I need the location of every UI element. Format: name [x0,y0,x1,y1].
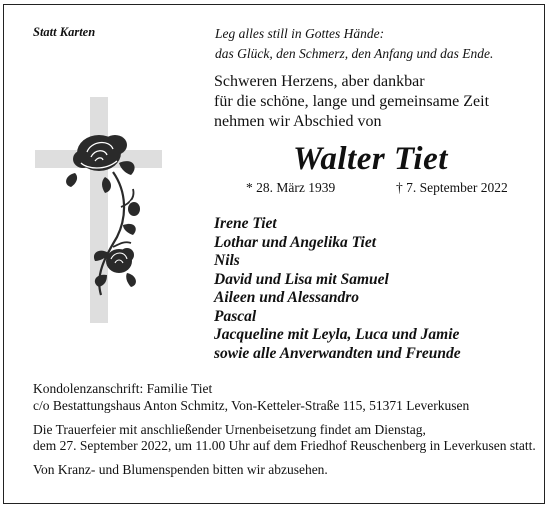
mourner-item: Nils [214,252,240,269]
flowers-note: Von Kranz- und Blumenspenden bitten wir abzusehen. [33,462,328,478]
intro-line: Schweren Herzens, aber dankbar [214,73,425,90]
condolence-line: Kondolenzanschrift: Familie Tiet [33,381,213,396]
mourner-item: Jacqueline mit Leyla, Luca und Jamie [214,326,460,343]
quote-line: Leg alles still in Gottes Hände: [215,26,385,41]
condolence-line: c/o Bestattungshaus Anton Schmitz, Von-Ketteler-Straße 115, 51371 Leverkusen [33,397,470,413]
cross-with-roses-icon [35,97,165,327]
death-date: † 7. September 2022 [396,180,508,195]
quote-line: das Glück, den Schmerz, den Anfang und das Ende. [215,46,494,61]
mourner-item: Aileen und Alessandro [214,289,359,306]
intro-text [214,72,489,132]
deceased-name: Walter Tiet [293,141,448,177]
mourner-item: Lothar und Angelika Tiet [214,233,377,251]
ceremony-line: dem 27. September 2022, um 11.00 Uhr auf dem Friedhof Reuschenberg in Leverkusen statt. [33,438,536,454]
condolence-address [33,381,536,415]
statt-karten-label: Statt Karten [33,25,96,39]
ceremony-line: Die Trauerfeier mit anschließender Urnenbeisetzung findet am Dienstag, [33,421,426,437]
mourner-item: Irene Tiet [214,215,277,232]
birth-date: * 28. März 1939 [246,180,336,195]
intro-line: nehmen wir Abschied von [214,113,382,130]
mourner-item: sowie alle Anverwandten und Freunde [214,344,461,362]
mourners-list [214,215,461,363]
mourner-item: David und Lisa mit Samuel [214,270,389,288]
mourner-item: Pascal [214,307,257,325]
intro-line: für die schöne, lange und gemeinsame Zeit [214,93,490,110]
ceremony-info [33,422,536,456]
footer-info [33,381,536,486]
quote-block [215,24,493,64]
